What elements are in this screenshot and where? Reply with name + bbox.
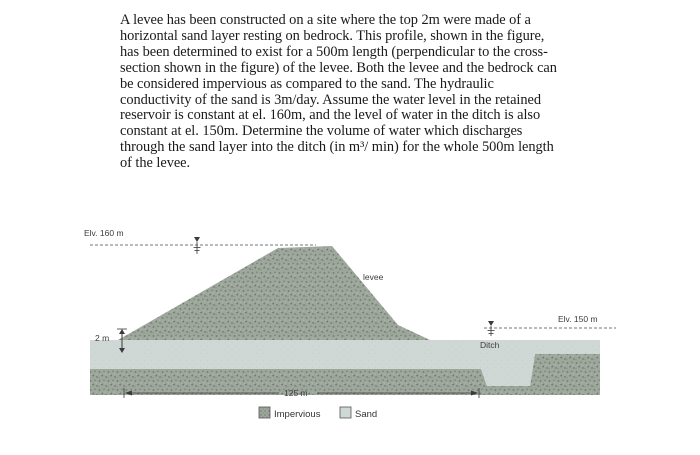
legend [259,407,377,420]
problem-statement: A levee has been constructed on a site where the top 2m were made of a horizontal sand layer resting on bedrock. This profile, shown in the figure, has been determined to exist for a 500m length (perpendicular to the cross- section shown in the figure) of the levee. Both the levee and the bedrock can be considered impervious as compared to the sand. The hydraulic conductivity of the sand is 3m/day. Assume the water level in the retained reservoir is constant at el. 160m, and the level of water in the ditch is also constant at el. 150m. Determine the volume of water which discharges through the sand layer into the ditch (in m³/ min) for the whole 500m length of the levee. [120,12,557,172]
sand-thickness-label: 2 m [95,333,110,343]
legend-sand-label: Sand [355,409,378,420]
legend-impervious-label: Impervious [274,409,321,420]
ditch-label: Ditch [480,340,500,350]
ditch-water-level-symbol [488,321,495,336]
levee-embankment [118,246,430,340]
right-elevation-label: Elv. 150 m [558,314,598,324]
legend-impervious-swatch [259,407,270,418]
legend-sand-swatch [340,407,351,418]
left-elevation-label: Elv. 160 m [84,228,124,238]
reservoir-water-level-symbol [194,237,201,254]
length-label: 125 m [284,388,308,398]
levee-diagram [80,226,620,441]
levee-cross-section-figure [80,226,620,441]
levee-label: levee [363,272,384,282]
